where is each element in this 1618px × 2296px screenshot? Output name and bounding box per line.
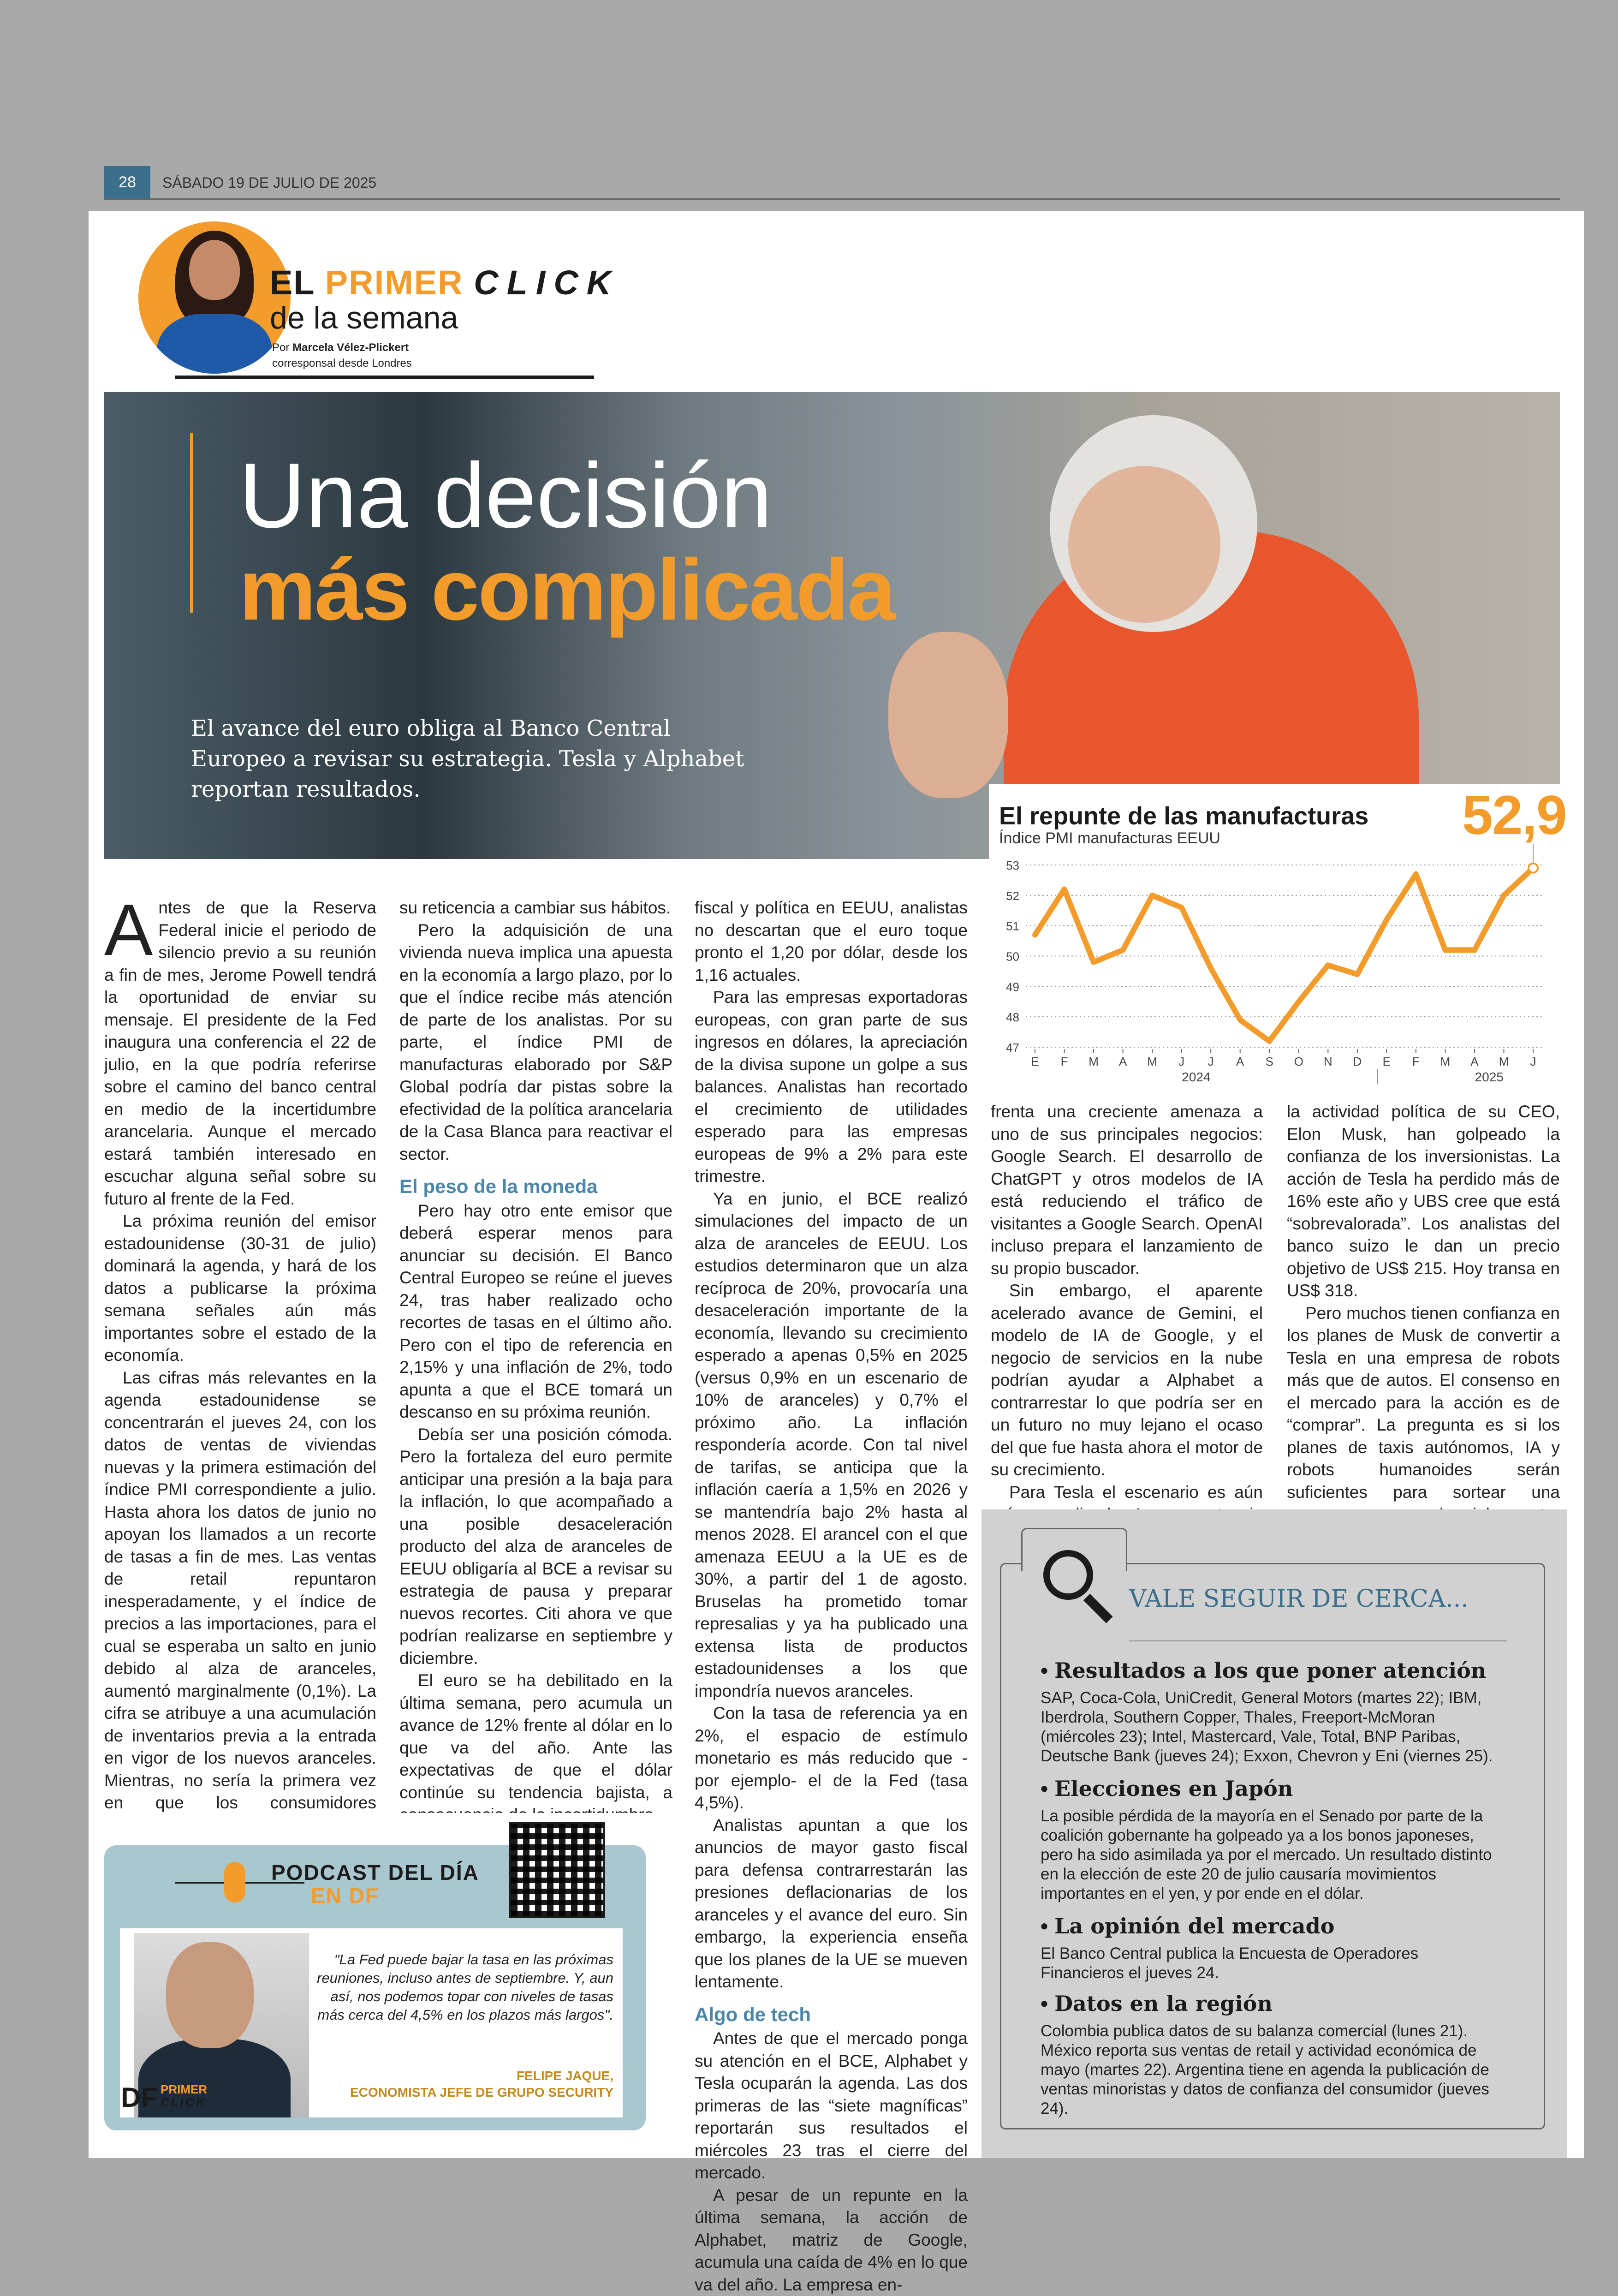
sidebar-item-heading: • La opinión del mercado	[1041, 1914, 1334, 1938]
x-tick-label: F	[1412, 1055, 1420, 1068]
podcast-quote: "La Fed puede bajar la tasa en las próximas reuniones, incluso antes de septiembre. Y, aun así, nos podemos topar con niveles de tasas más cerca del 4,5% en los plazos más largos".	[314, 1950, 613, 2024]
paragraph: Sin embargo, el aparente acelerado avance de Gemini, el modelo de IA de Google, y el negocio de servicios en la nube podrían ayudar a Alphabet a contrarrestar lo que podría ser en un futuro no muy lejano el ocaso del que fue hasta ahora el motor de su crecimiento.	[991, 1280, 1263, 1481]
x-tick-label: D	[1353, 1055, 1362, 1068]
x-tick-label: A	[1470, 1055, 1479, 1068]
x-tick-label: M	[1440, 1055, 1451, 1068]
article-column-2	[399, 897, 672, 1826]
primer-click-logo: PRIMER	[161, 2082, 207, 2097]
brand-divider	[175, 376, 594, 379]
y-tick-label: 51	[1006, 919, 1019, 933]
paragraph: frenta una creciente amenaza a uno de sus principales negocios: Google Search. El desarrollo de ChatGPT y otros modelos de IA está reduciendo el tráfico de visitantes a Google Search. OpenAI incluso prepara el lanzamiento de su propio buscador.	[991, 1101, 1263, 1280]
primer-click-logo-word: CLICK	[161, 2095, 206, 2110]
byline-role: corresponsal desde Londres	[272, 357, 412, 370]
paragraph: Ya en junio, el BCE realizó simulaciones del impacto de un alza de aranceles de EEUU. Los estudios determinaron que un alza recíproca de 20%, provocaría una desaceleración importante de la economía, llevando su crecimiento esperado a apenas 0,5% en 2025 (versus 0,9% en un escenario de 10% de aranceles) y 0,7% el próximo año. La inflación respondería acorde. Con tal nivel de tarifas, se anticipa que la inflación caería a 1,5% en 2026 y se mantendría bajo 2% hasta al menos 2028. El arancel con el que amenaza EEUU a la UE es de 30%, a partir del 1 de agosto. Bruselas ha prometido tomar represalias y ya ha publicado una extensa lista de productos estadounidenses a los que impondría nuevos aranceles.	[695, 1188, 968, 1703]
sidebar-item-text: La posible pérdida de la mayoría en el Senado por parte de la coalición gobernante ha golpeado ya a los bonos japoneses, pero ha sido asimilada ya por el mercado. Un resultado distinto en la elección de este 20 de julio causaría movimientos importantes en el yen, y por ende en el dólar.	[1041, 1807, 1502, 1903]
last-point-marker	[1529, 864, 1538, 873]
drop-cap: A	[104, 900, 153, 960]
paragraph: A pesar de un repunte en la última semana, la acción de Alphabet, matriz de Google, acumula una caída de 4% en lo que va del año. La empresa en-	[695, 2184, 968, 2296]
podcast-title: PODCAST DEL DÍA	[271, 1860, 479, 1885]
podcast-subtitle: EN DF	[311, 1883, 379, 1908]
author-photo	[138, 221, 291, 374]
sidebar-item-heading: • Elecciones en Japón	[1041, 1776, 1293, 1801]
sidebar-item-text: El Banco Central publica la Encuesta de Operadores Financieros el jueves 24.	[1041, 1944, 1502, 1983]
x-tick-label: J	[1208, 1055, 1214, 1068]
paragraph: Debía ser una posición cómoda. Pero la fortaleza del euro permite anticipar una presión a la baja para la inflación, lo que acompañado a una posible desaceleración producto del alza de aranceles de EEUU obligaría al BCE a revisar su estrategia de pausa y preparar nuevos recortes. Citi ahora ve que podrían realizarse en septiembre y diciembre.	[399, 1424, 672, 1670]
headline-line2: más complicada	[239, 540, 894, 639]
y-tick-label: 53	[1006, 859, 1019, 872]
page-date: SÁBADO 19 DE JULIO DE 2025	[162, 174, 376, 191]
paragraph: Pero hay otro ente emisor que deberá esperar menos para anunciar su decisión. El Banco Central Europeo se reúne el jueves 24, tras haber realizado ocho recortes de tasas en el último año. Pero con el tipo de referencia en 2,15% y una inflación de 2%, todo apunta a que el BCE tomará un descanso en su próxima reunión.	[399, 1200, 672, 1424]
paragraph: Pero muchos tienen confianza en los planes de Musk de convertir a Tesla en una empresa de robots más que de autos. El consenso en el mercado para la acción es de “comprar”. La pregunta es si los planes de taxis autónomos, IA y robots humanoides serán suficientes para sortear una	[1287, 1302, 1560, 1549]
sidebar-title: VALE SEGUIR DE CERCA...	[1129, 1585, 1469, 1613]
x-tick-label: N	[1324, 1055, 1332, 1068]
y-tick-label: 47	[1006, 1041, 1019, 1055]
x-tick-label: A	[1236, 1055, 1244, 1068]
guest-name: FELIPE JAQUE,	[314, 2069, 613, 2083]
x-tick-label: F	[1061, 1055, 1068, 1068]
year-label: 2025	[1475, 1070, 1504, 1084]
series-line	[1035, 868, 1533, 1041]
byline: Por Marcela Vélez-Plickert	[272, 341, 409, 354]
paragraph: El euro se ha debilitado en la última semana, pero acumula un avance de 12% frente al dólar en lo que va del año. Ante las expectativas de que el dólar continúe su tendencia bajista, a	[399, 1670, 672, 1826]
x-tick-label: A	[1119, 1055, 1127, 1068]
x-tick-label: M	[1089, 1055, 1099, 1068]
x-tick-label: O	[1294, 1055, 1303, 1068]
accent-bar	[190, 433, 193, 613]
paragraph: Analistas apuntan a que los anuncios de mayor gasto fiscal para defensa contrarrestarán las presiones deflacionarias de los aranceles y el avance del euro. Sin embargo, la experiencia enseña que los planes de la UE se mueven lentamente.	[695, 1814, 968, 1993]
x-tick-label: J	[1178, 1055, 1184, 1068]
paragraph: su reticencia a cambiar sus hábitos.	[399, 897, 672, 919]
x-tick-label: E	[1383, 1055, 1391, 1068]
chart-title: El repunte de las manufacturas	[999, 802, 1368, 830]
df-logo: DF	[121, 2081, 158, 2113]
pmi-line-chart	[989, 844, 1560, 1084]
x-tick-label: J	[1530, 1055, 1536, 1068]
y-tick-label: 50	[1006, 950, 1019, 964]
paragraph: Para Tesla el escenario es aún	[991, 1481, 1263, 1549]
paragraph: fiscal y política en EEUU, analistas no descartan que el euro toque pronto el 1,20 por dólar, desde los 1,16 actuales.	[695, 897, 968, 986]
sidebar-item-heading: • Datos en la región	[1041, 1991, 1273, 2016]
guest-role: ECONOMISTA JEFE DE GRUPO SECURITY	[314, 2085, 613, 2100]
sidebar-divider	[1129, 1640, 1507, 1641]
x-tick-label: M	[1147, 1055, 1157, 1068]
paragraph: Las cifras más relevantes en la agenda estadounidense se concentrarán el jueves 24, con los datos de ventas de viviendas nuevas y la primera estimación del índice PMI correspondiente a julio. Hasta ahora los datos de junio no apoyan los llamados a un recorte de tasas a fin de mes. Las ventas de retail repuntaron inesperadamente, y el índice de precios a las importaciones, para el cual se esperaba un salto en junio debido al alza de aranceles, aumentó marginalmente (0,1%). La cifra se atribuye a una acumulación de inventarios previa a la entrada en vigor de los nuevos aranceles. Mientras, no sería la primera vez en que los consumidores	[104, 1367, 376, 1837]
y-tick-label: 52	[1006, 889, 1019, 903]
article-column-3	[695, 897, 968, 2296]
year-label: 2024	[1182, 1070, 1210, 1084]
chart-subtitle: Índice PMI manufacturas EEUU	[999, 829, 1220, 847]
headline-subtitle: El avance del euro obliga al Banco Central Europeo a revisar su estrategia. Tesla y Alphabet reportan resultados.	[191, 713, 763, 805]
x-tick-label: E	[1031, 1055, 1039, 1068]
qr-code[interactable]	[509, 1822, 605, 1918]
header-divider	[104, 198, 1560, 200]
microphone-icon	[224, 1862, 245, 1902]
paragraph: Antes de que el mercado ponga su atención en el BCE, Alphabet y Tesla ocuparán la agenda. Las dos primeras de las “siete magníficas” reportarán sus resultados el miércoles 23 tras el cierre del mercado.	[695, 2028, 968, 2184]
paragraph: la actividad política de su CEO, Elon Musk, han golpeado la confianza de los inversionistas. La acción de Tesla ha perdido más de 16% este año y UBS cree que está “sobrevalorada”. Los analistas del banco suizo le dan un precio objetivo de US$ 215. Hoy transa en US$ 318.	[1287, 1101, 1560, 1302]
column-brand-subtitle: de la semana	[270, 300, 458, 336]
headline-line1: Una decisión	[239, 443, 772, 549]
section-heading: Algo de tech	[695, 2004, 968, 2026]
article-column-1: Antes de que la Reserva Federal inicie el periodo de silencio previo a su reunión a fin de mes, Jerome Powell tendrá la oportunidad de enviar su mensaje. El presidente de la Fed inaugura una conferencia el 22 de julio, en la que podría referirse sobre el camino del banco central en medio de la incertidumbre arancelaria. Aunque el mercado estará también interesado en escuchar alguna señal sobre su futuro al frente de la Fed. La próxima reunión del emisor estadounidense (30-31 de julio) dominará la agenda, y hará de los datos a publicarse la próxima semana señales aún más importantes sobre el estado de la economía. Las cifras más relevantes en la agenda estadounidense se concentrarán el jueves 24, con los datos de ventas de viviendas nuevas y la primera estimación del índice PMI correspondiente a julio. Hasta ahora los datos de junio no apoyan los llamados a un recorte de tasas a fin de mes. Las ventas de retail repuntaron inesperadamente, y el índice de precios a las importaciones, para el cual se esperaba un salto en junio debido al alza de aranceles, aumentó marginalmente (0,1%). La cifra se atribuye a una acumulación de inventarios previa a la entrada en vigor de los nuevos aranceles. Mientras, no sería la primera vez en que los consumidores	[104, 897, 376, 1837]
y-tick-label: 48	[1006, 1010, 1019, 1024]
page-number: 28	[104, 166, 150, 198]
paragraph: Con la tasa de referencia ya en 2%, el espacio de estímulo monetario es más reducido que -por ejemplo- el de la Fed (tasa 4,5%).	[695, 1702, 968, 1814]
magnifier-icon	[1043, 1550, 1093, 1600]
paragraph: La próxima reunión del emisor estadounidense (30-31 de julio) dominará la agenda, y hará de los datos a publicarse la próxima semana señales aún más importantes sobre el estado de la economía.	[104, 1210, 376, 1367]
sidebar-item-text: Colombia publica datos de su balanza comercial (lunes 21). México reporta sus ventas de retail y actividad económica de mayo (martes 22). Argentina tiene en agenda la publicación de ventas minoristas y datos de confianza del consumidor (jueves 24).	[1041, 2022, 1502, 2118]
section-heading: El peso de la moneda	[399, 1175, 672, 1198]
x-tick-label: M	[1499, 1055, 1509, 1068]
article-column-4	[991, 1101, 1263, 1548]
column-brand-title: EL PRIMER CLICK	[270, 263, 619, 302]
x-tick-label: S	[1266, 1055, 1273, 1068]
guest-photo	[134, 1933, 309, 2117]
y-tick-label: 49	[1006, 980, 1019, 994]
article-column-5	[1287, 1101, 1560, 1548]
chart-highlight-value: 52,9	[1462, 783, 1566, 847]
paragraph: Para las empresas exportadoras europeas, con gran parte de sus ingresos en dólares, la apreciación de la divisa supone un golpe a sus balances. Analistas han recortado el crecimiento de utilidades esperado para las empresas europeas de 9% a 2% para este trimestre.	[695, 986, 968, 1188]
paragraph: Pero la adquisición de una vivienda nueva implica una apuesta en la economía a largo plazo, por lo que el índice recibe más atención de parte de los analistas. Por su parte, el índice PMI de manufacturas elaborado por S&P Global podría dar pistas sobre la efectividad de la política arancelaria de la Casa Blanca para reactivar el sector.	[399, 919, 672, 1166]
sidebar-item-heading: • Resultados a los que poner atención	[1041, 1658, 1486, 1683]
sidebar-item-text: SAP, Coca-Cola, UniCredit, General Motors (martes 22); IBM, Iberdrola, Southern Copper, Thales, Freeport-McMoran (miércoles 23); Intel, Mastercard, Vale, Total, BNP Paribas, Deutsche Bank (jueves 24); Exxon, Chevron y Eni (viernes 25).	[1041, 1688, 1502, 1766]
